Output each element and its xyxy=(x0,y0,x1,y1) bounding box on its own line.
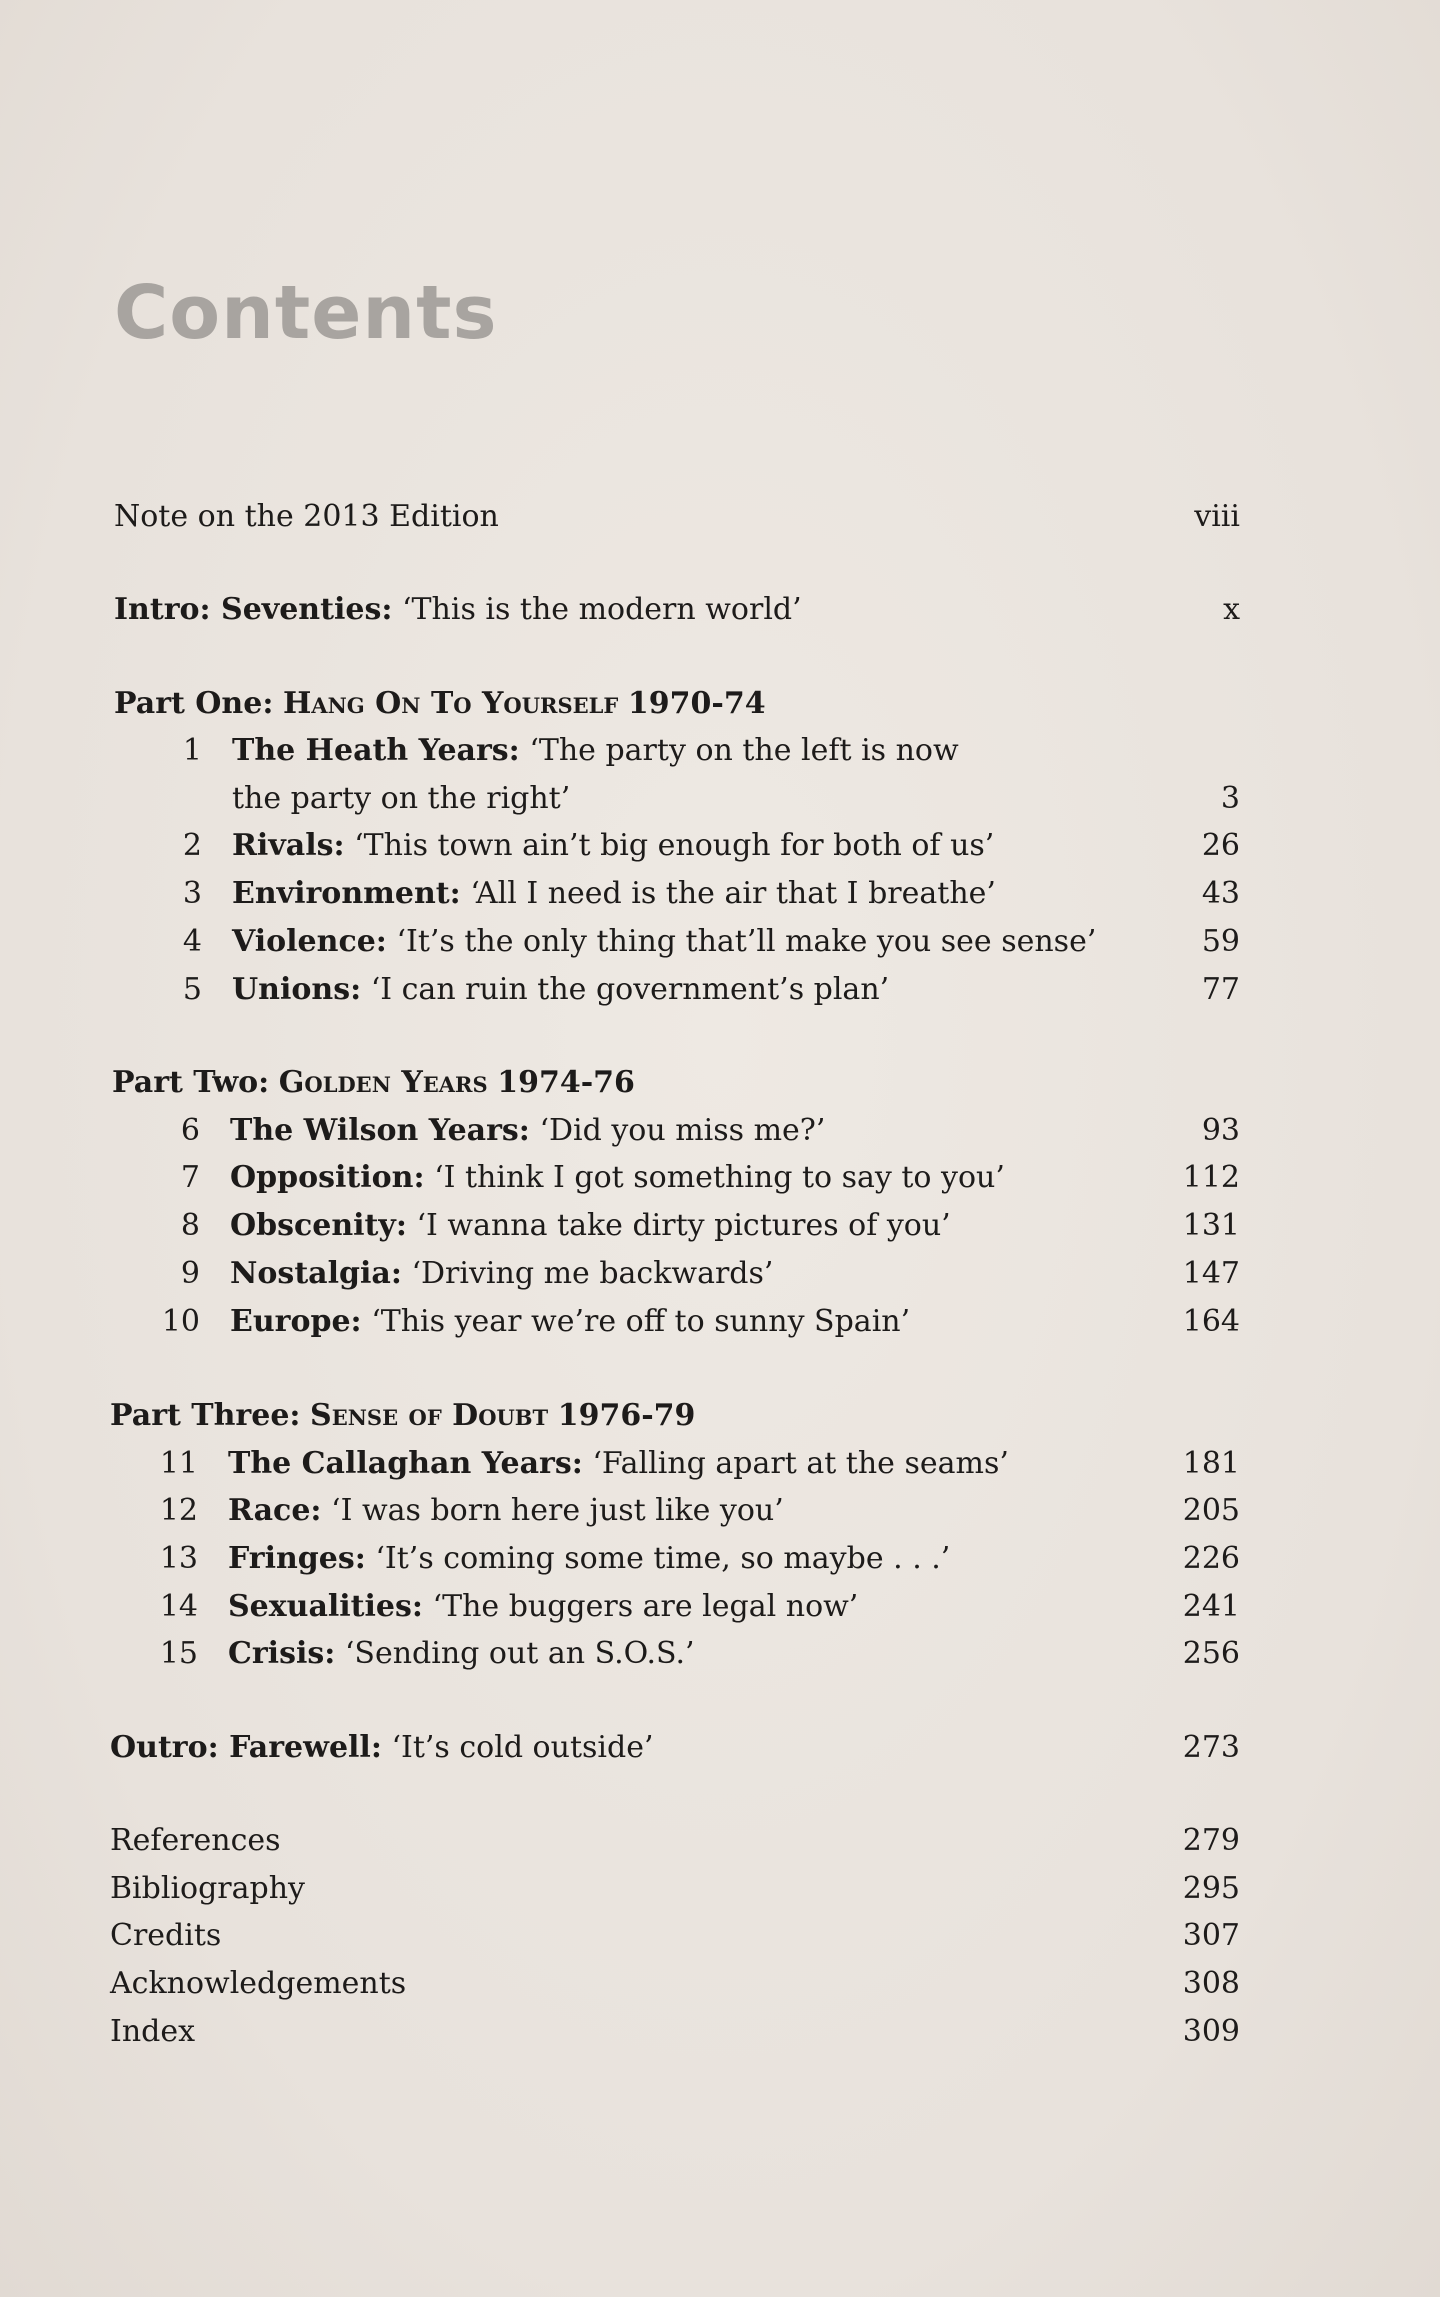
chapter-page: 43 xyxy=(1201,876,1240,911)
chapter-entry xyxy=(0,727,1440,775)
chapter-title: The Wilson Years: xyxy=(230,1113,530,1148)
chapter-quote: ‘The buggers are legal now’ xyxy=(432,1589,859,1624)
part-title: Golden Years xyxy=(278,1065,488,1100)
chapter-number: 9 xyxy=(180,1256,200,1291)
chapter-quote: ‘Driving me backwards’ xyxy=(411,1256,774,1291)
chapter-number: 12 xyxy=(159,1493,198,1528)
toc-entry-intro xyxy=(0,586,1440,634)
toc-entry-back xyxy=(0,1960,1440,2008)
chapter-quote: ‘I was born here just like you’ xyxy=(331,1493,784,1528)
chapter-quote: ‘I think I got something to say to you’ xyxy=(434,1160,1005,1195)
entry-label: Bibliography xyxy=(110,1871,305,1906)
chapter-entry xyxy=(0,1202,1440,1250)
chapter-quote: ‘Did you miss me?’ xyxy=(539,1113,826,1148)
chapter-entry xyxy=(0,1154,1440,1202)
entry-page: 295 xyxy=(1182,1871,1240,1906)
chapter-title: Race: xyxy=(228,1493,322,1528)
toc-entry-back xyxy=(0,1912,1440,1960)
chapter-page: 147 xyxy=(1182,1256,1240,1291)
entry-quote: ‘It’s cold outside’ xyxy=(391,1730,654,1765)
chapter-title: Fringes: xyxy=(228,1541,366,1576)
entry-page: 307 xyxy=(1182,1918,1240,1953)
chapter-number: 13 xyxy=(159,1541,198,1576)
entry-label: Acknowledgements xyxy=(110,1966,407,2001)
part-label: Part One: xyxy=(114,686,274,721)
chapter-entry xyxy=(0,966,1440,1014)
part-years: 1976-79 xyxy=(557,1398,696,1433)
toc-entry-back xyxy=(0,1865,1440,1913)
chapter-entry xyxy=(0,1107,1440,1155)
part-title: Hang On To Yourself xyxy=(282,686,619,721)
chapter-page: 112 xyxy=(1182,1160,1240,1195)
chapter-page: 256 xyxy=(1182,1636,1240,1671)
chapter-title: Environment: xyxy=(232,876,461,911)
part-label: Part Two: xyxy=(112,1065,270,1100)
part-years: 1970-74 xyxy=(627,686,766,721)
chapter-number: 1 xyxy=(182,733,202,768)
part-heading xyxy=(0,1059,1440,1107)
part-label: Part Three: xyxy=(110,1398,301,1433)
chapter-title: Sexualities: xyxy=(228,1589,423,1624)
chapter-number: 10 xyxy=(161,1304,200,1339)
entry-label: Credits xyxy=(110,1918,222,1953)
entry-bold: Outro: Farewell: xyxy=(110,1730,382,1765)
chapter-page: 77 xyxy=(1201,972,1240,1007)
chapter-page: 241 xyxy=(1182,1589,1240,1624)
entry-page: 309 xyxy=(1182,2014,1240,2049)
chapter-page: 59 xyxy=(1201,924,1240,959)
entry-page: viii xyxy=(1194,499,1240,534)
chapter-quote: ‘It’s the only thing that’ll make you see sense’ xyxy=(396,924,1097,959)
chapter-number: 2 xyxy=(182,828,202,863)
chapter-title: Crisis: xyxy=(228,1636,336,1671)
chapter-entry xyxy=(0,1250,1440,1298)
entry-bold: Intro: Seventies: xyxy=(114,592,393,627)
chapter-entry xyxy=(0,1535,1440,1583)
chapter-number: 3 xyxy=(182,876,202,911)
entry-quote: ‘This is the modern world’ xyxy=(401,592,802,627)
chapter-page: 205 xyxy=(1182,1493,1240,1528)
chapter-quote: ‘I can ruin the government’s plan’ xyxy=(370,972,890,1007)
chapter-quote: ‘Sending out an S.O.S.’ xyxy=(344,1636,695,1671)
chapter-quote: ‘Falling apart at the seams’ xyxy=(592,1446,1009,1481)
chapter-number: 8 xyxy=(180,1208,200,1243)
chapter-quote: ‘This town ain’t big enough for both of us’ xyxy=(354,828,995,863)
chapter-entry xyxy=(0,1583,1440,1631)
chapter-quote: ‘I wanna take dirty pictures of you’ xyxy=(416,1208,951,1243)
chapter-page: 93 xyxy=(1201,1113,1240,1148)
toc-entry-back xyxy=(0,2008,1440,2056)
chapter-title: Opposition: xyxy=(230,1160,425,1195)
part-heading xyxy=(0,1392,1440,1440)
entry-label: Index xyxy=(110,2014,196,2049)
entry-page: 273 xyxy=(1182,1730,1240,1765)
chapter-number: 7 xyxy=(180,1160,200,1195)
chapter-number: 11 xyxy=(159,1446,198,1481)
chapter-page: 131 xyxy=(1182,1208,1240,1243)
chapter-page: 226 xyxy=(1182,1541,1240,1576)
chapter-title: Rivals: xyxy=(232,828,345,863)
entry-page: 279 xyxy=(1182,1823,1240,1858)
entry-page: x xyxy=(1223,592,1240,627)
part-years: 1974-76 xyxy=(497,1065,635,1100)
page-title: Contents xyxy=(114,270,498,356)
chapter-title: Unions: xyxy=(232,972,362,1007)
entry-label: References xyxy=(110,1823,281,1858)
chapter-page: 3 xyxy=(1220,781,1240,816)
chapter-number: 5 xyxy=(182,972,202,1007)
chapter-entry xyxy=(0,1630,1440,1678)
part-heading xyxy=(0,680,1440,728)
chapter-entry-continued xyxy=(0,775,1440,823)
chapter-quote: the party on the right’ xyxy=(232,781,571,816)
chapter-entry xyxy=(0,918,1440,966)
chapter-title: Europe: xyxy=(230,1304,362,1339)
chapter-quote: ‘It’s coming some time, so maybe . . .’ xyxy=(375,1541,951,1576)
chapter-entry xyxy=(0,822,1440,870)
chapter-quote: ‘All I need is the air that I breathe’ xyxy=(470,876,996,911)
toc-entry-back xyxy=(0,1817,1440,1865)
entry-label: Note on the 2013 Edition xyxy=(114,499,499,534)
entry-page: 308 xyxy=(1182,1966,1240,2001)
chapter-entry xyxy=(0,1487,1440,1535)
chapter-number: 15 xyxy=(159,1636,198,1671)
chapter-number: 4 xyxy=(182,924,202,959)
chapter-title: Nostalgia: xyxy=(230,1256,402,1291)
toc-entry-front-note xyxy=(0,493,1440,541)
chapter-entry xyxy=(0,1298,1440,1346)
chapter-title: The Heath Years: xyxy=(232,733,520,768)
chapter-page: 164 xyxy=(1182,1304,1240,1339)
part-title: Sense of Doubt xyxy=(310,1398,549,1433)
toc-entry-outro xyxy=(0,1724,1440,1772)
chapter-number: 14 xyxy=(159,1589,198,1624)
chapter-entry xyxy=(0,1440,1440,1488)
chapter-title: Obscenity: xyxy=(230,1208,407,1243)
chapter-page: 181 xyxy=(1182,1446,1240,1481)
chapter-title: The Callaghan Years: xyxy=(228,1446,583,1481)
chapter-entry xyxy=(0,870,1440,918)
chapter-quote: ‘The party on the left is now xyxy=(529,733,959,768)
chapter-quote: ‘This year we’re off to sunny Spain’ xyxy=(371,1304,911,1339)
chapter-number: 6 xyxy=(180,1113,200,1148)
chapter-title: Violence: xyxy=(232,924,387,959)
chapter-page: 26 xyxy=(1201,828,1240,863)
